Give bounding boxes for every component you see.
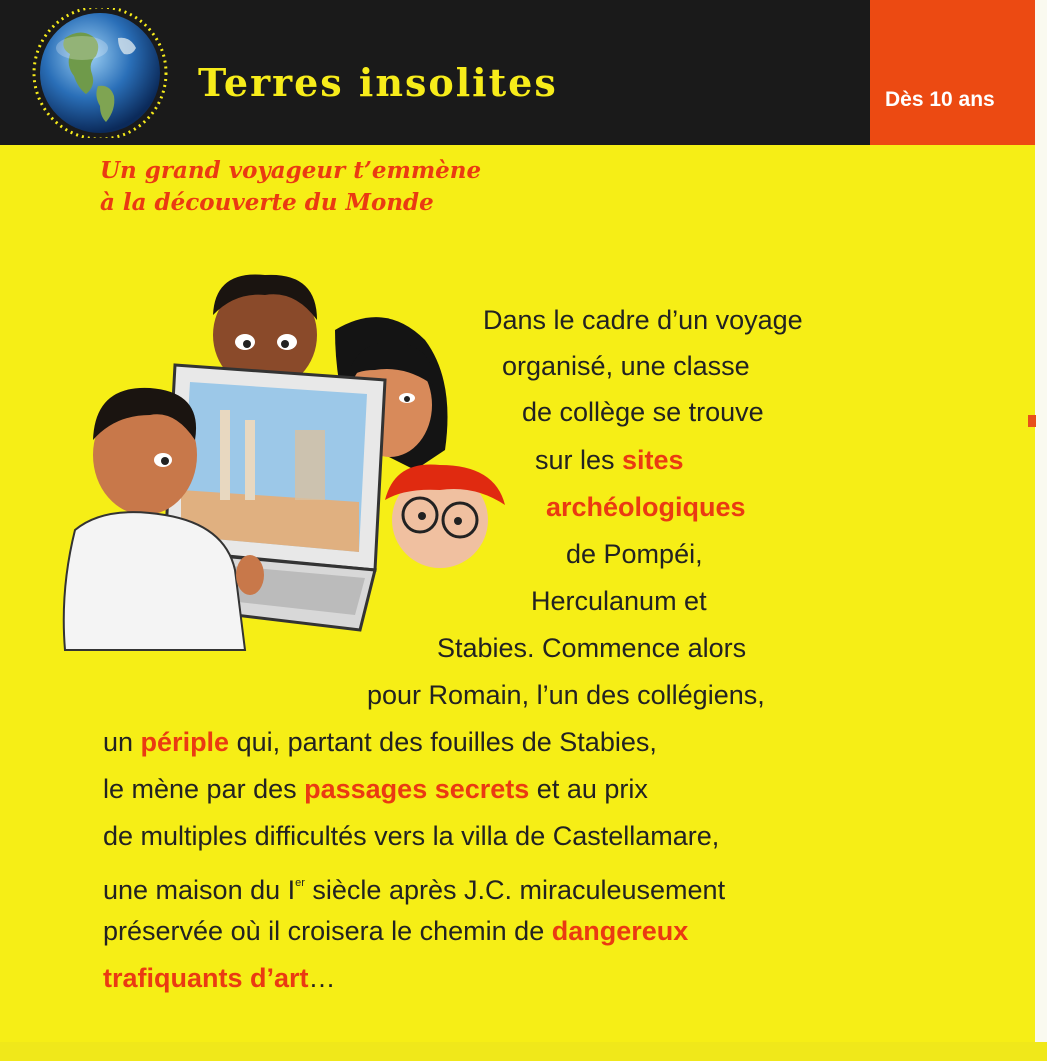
blurb-text: … [308, 963, 336, 993]
blurb-line-2: organisé, une classe [502, 351, 750, 381]
highlight-trafiquants: trafiquants d’art [103, 963, 309, 993]
blurb-line-14 [103, 914, 688, 948]
highlight-dangereux: dangereux [551, 916, 689, 946]
blurb-line-9: pour Romain, l’un des collégiens, [367, 680, 765, 710]
highlight-archeologiques: archéologiques [546, 492, 746, 522]
blurb-line-11 [103, 772, 648, 806]
highlight-periple: périple [140, 727, 230, 757]
cover-edge [1035, 0, 1047, 1061]
children-laptop-illustration [55, 270, 525, 670]
blurb-line-8: Stabies. Commence alors [437, 633, 747, 663]
blurb-line-6: de Pompéi, [566, 539, 703, 569]
blurb-line-13 [103, 866, 725, 907]
superscript-er: er [295, 877, 305, 889]
blurb-line-7: Herculanum et [531, 586, 707, 616]
blurb-text: un [103, 727, 141, 757]
blurb-line-12: de multiples difficultés vers la villa de Castellamare, [103, 821, 720, 851]
globe-icon [30, 8, 170, 138]
blurb-text: sur les [535, 445, 623, 475]
series-title: Terres insolites [198, 60, 558, 105]
blurb-line-3: de collège se trouve [522, 397, 764, 427]
age-badge [870, 0, 1035, 145]
blurb-text: siècle après J.C. miraculeusement [304, 875, 726, 905]
blurb-text: une maison du I [103, 875, 296, 905]
tagline-line-2: à la découverte du Monde [100, 189, 434, 216]
blurb-text: préservée où il croisera le chemin de [103, 916, 552, 946]
tagline-line-1: Un grand voyageur t’emmène [100, 157, 482, 184]
tagline [100, 155, 481, 219]
cover-bottom-edge [0, 1042, 1047, 1061]
blurb-line-15 [103, 961, 336, 995]
age-label: Dès 10 ans [885, 88, 995, 111]
blurb-line-4 [535, 443, 684, 477]
blurb-text: le mène par des [103, 774, 305, 804]
edge-mark [1028, 415, 1036, 427]
blurb-text: et au prix [529, 774, 648, 804]
blurb-text: qui, partant des fouilles de Stabies, [229, 727, 657, 757]
blurb-line-1: Dans le cadre d’un voyage [483, 305, 803, 335]
highlight-passages-secrets: passages secrets [304, 774, 530, 804]
highlight-sites: sites [622, 445, 684, 475]
blurb-line-10 [103, 725, 657, 759]
